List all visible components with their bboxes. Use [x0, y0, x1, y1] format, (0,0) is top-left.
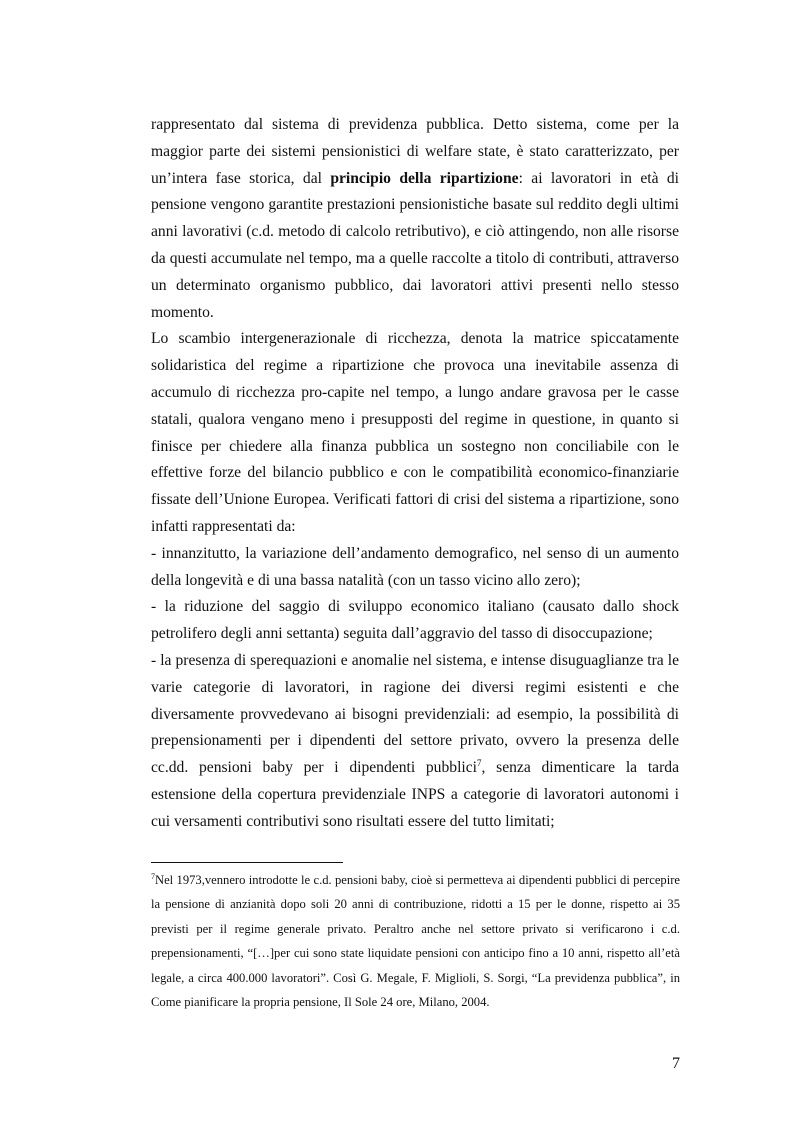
- page-number: 7: [672, 1055, 680, 1072]
- paragraph-1-text-start: rappresentato dal sistema di previdenza pubblica. Detto sistema, come per la maggior parte dei sistemi pensionistici di welfare state, è stato caratterizzato, per un’intera fase storica, dal: [151, 116, 679, 187]
- list-item-2: - la riduzione del saggio di sviluppo economico italiano (causato dallo shock petrolifero degli anni settanta) seguita dall’aggravio del tasso di disoccupazione;: [151, 598, 679, 643]
- main-text: [151, 112, 679, 836]
- list-item-3-text-start: - la presenza di sperequazioni e anomalie nel sistema, e intense disuguaglianze tra le varie categorie di lavoratori, in ragione dei diversi regimi esistenti e che diversamente provvedevano ai bisogni previdenziali: ad esempio, la possibilità di prepensionamenti per i dipendenti del settore privato, ovvero la presenza delle cc.dd. pensioni baby per i dipendenti pubblici: [151, 651, 679, 777]
- paragraph-1: [151, 112, 679, 326]
- footnote: [151, 868, 680, 1014]
- list-item-3: [151, 648, 679, 836]
- footnote-separator: [151, 862, 343, 863]
- list-item-1: - innanzitutto, la variazione dell’andamento demografico, nel senso di un aumento della longevità e di una bassa natalità (con un tasso vicino allo zero);: [151, 544, 679, 589]
- list-item-3-text-end: , senza dimenticare la tarda estensione della copertura previdenziale INPS a categorie di lavoratori autonomi i cui versamenti contributivi sono risultati essere del tutto limitati;: [151, 759, 680, 830]
- paragraph-1-text-end: : ai lavoratori in età di pensione vengono garantite prestazioni pensionistiche basate sul reddito degli ultimi anni lavorativi (c.d. metodo di calcolo retributivo), e ciò attingendo, non alle risorse da questi accumulate nel tempo, ma a quelle raccolte a titolo di contributi, attraverso un determinato organismo pubblico, dai lavoratori attivi presenti nello stesso momento.: [151, 169, 679, 321]
- footnote-marker: 7: [151, 872, 155, 881]
- footnote-text: Nel 1973,vennero introdotte le c.d. pensioni baby, cioè si permetteva ai dipendenti pubblici di percepire la pensione di anzianità dopo soli 20 anni di contribuzione, ridotti a 15 per le donne, rispetto ai 35 previsti per il regime generale privato. Peraltro anche nel settore privato si verificarono i c.d. prepensionamenti, “[…]per cui sono state liquidate pensioni con anticipo fino a 10 anni, rispetto all’età legale, a circa 400.000 lavoratori”. Così G. Megale, F. Miglioli, S. Sorgi, “La previdenza pubblica”, in Come pianificare la propria pensione, Il Sole 24 ore, Milano, 2004.: [151, 873, 680, 1010]
- footnote-reference[interactable]: 7: [477, 758, 482, 769]
- paragraph-2: Lo scambio intergenerazionale di ricchezza, denota la matrice spiccatamente solidaristica del regime a ripartizione che provoca una inevitabile assenza di accumulo di ricchezza pro-capite nel tempo, a lungo andare gravosa per le casse statali, qualora vengano meno i presupposti del regime in questione, in quanto si finisce per chiedere alla finanza pubblica un sostegno non conciliabile con le effettive forze del bilancio pubblico e con le compatibilità economico-finanziarie fissate dell’Unione Europea. Verificati fattori di crisi del sistema a ripartizione, sono infatti rappresentati da:: [151, 330, 679, 535]
- bold-term: principio della ripartizione: [330, 169, 519, 187]
